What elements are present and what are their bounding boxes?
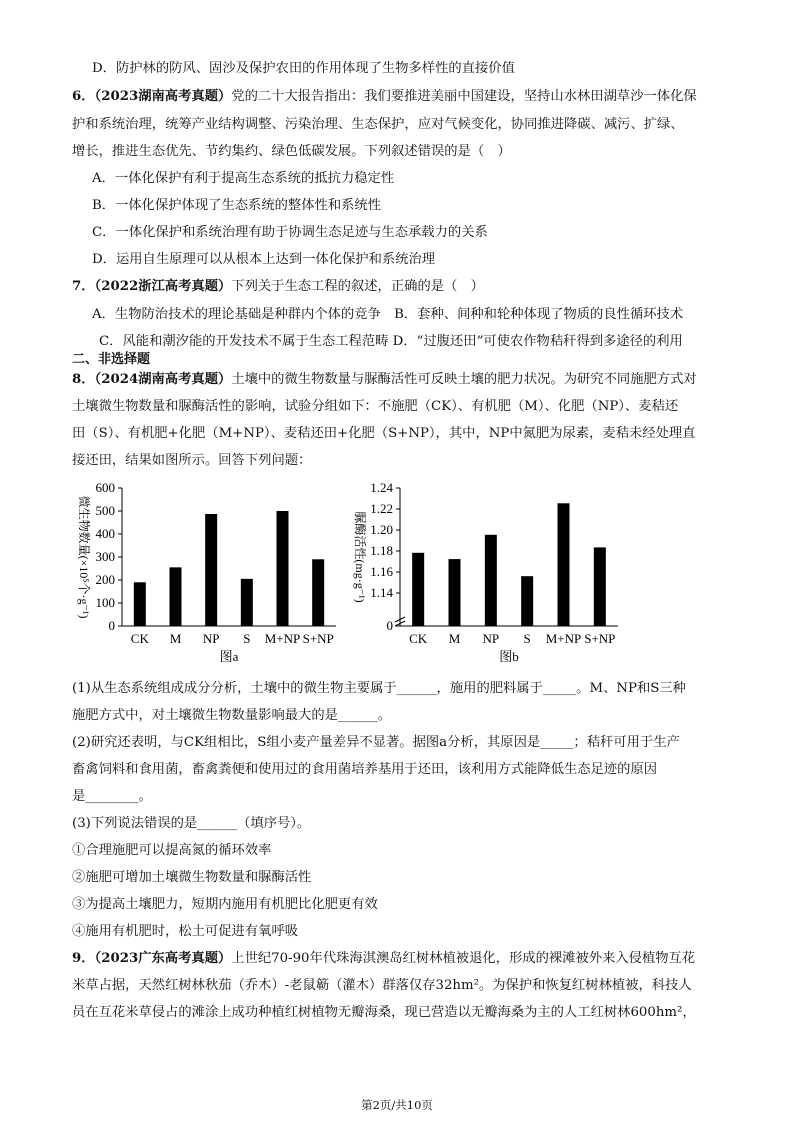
- y-tick-label: 1.16: [370, 564, 393, 579]
- question-text: 上世纪70-90年代珠海淇澳岛红树林植被退化，形成的裸滩被外来入侵植物互花: [231, 951, 696, 966]
- x-tick-label: CK: [130, 631, 149, 646]
- y-tick-label: 100: [95, 595, 115, 610]
- x-tick-label: S+NP: [302, 631, 334, 646]
- bar-s: [521, 576, 533, 626]
- statement-2: ②施肥可增加土壤微生物数量和脲酶活性: [72, 870, 312, 885]
- y-tick-label: 1.20: [370, 522, 393, 537]
- bar-s-plus-np: [312, 559, 324, 626]
- part-2-line-3: 是________。: [72, 789, 152, 804]
- x-tick-label: S: [243, 631, 251, 646]
- bar-m-plus-np: [558, 503, 570, 626]
- q6-option-b: B．一体化保护体现了生态系统的整体性和系统性: [92, 198, 382, 213]
- x-tick-label: S: [523, 631, 531, 646]
- question-number: 9．: [72, 951, 95, 966]
- question-8-line-4: 接还田，结果如图所示。回答下列问题：: [72, 453, 312, 468]
- y-tick-label: 300: [95, 549, 115, 564]
- page-footer: 第2页/共10页: [361, 1098, 433, 1112]
- question-number: 8．: [72, 372, 95, 387]
- figure-caption: 图a: [219, 649, 239, 664]
- chart-a: [70, 478, 352, 674]
- figure-caption: 图b: [499, 649, 519, 664]
- question-9-line-3: 员在互花米草侵占的滩涂上成功种植红树植物无瓣海桑，现已营造以无瓣海桑为主的人工红树林600hm²，: [72, 1005, 696, 1020]
- q6-option-d: D．运用自生原理可以从根本上达到一体化保护和系统治理: [92, 252, 436, 267]
- question-8-line-1: [72, 371, 697, 389]
- y-tick-label: 500: [95, 503, 115, 518]
- y-tick-label: 1.22: [370, 501, 393, 516]
- y-tick-label: 1.24: [370, 480, 393, 495]
- question-number: 7．: [72, 279, 95, 294]
- bar-m-plus-np: [277, 511, 289, 626]
- x-tick-label: S+NP: [584, 631, 616, 646]
- part-1-line-2: 施肥方式中，对土壤微生物数量影响最大的是______。: [72, 708, 392, 723]
- bar-np: [205, 514, 217, 626]
- question-7-line-1: [72, 278, 484, 296]
- q5-option-d: D．防护林的防风、固沙及保护农田的作用体现了生物多样性的直接价值: [92, 61, 515, 76]
- statement-4: ④施用有机肥时，松土可促进有氧呼吸: [72, 924, 299, 939]
- x-tick-label: M: [448, 631, 461, 646]
- question-6-line-3: 增长，推进生态优先、节约集约、绿色低碳发展。下列叙述错误的是（ ）: [72, 144, 511, 159]
- statement-3: ③为提高土壤肥力，短期内施用有机肥比化肥更有效: [72, 897, 378, 912]
- question-source: （2022浙江高考真题）: [94, 279, 232, 294]
- chart-b: [344, 478, 634, 674]
- question-source: （2024湖南高考真题）: [94, 372, 232, 387]
- bar-s: [241, 579, 253, 626]
- part-2-line-1: (2)研究还表明，与CK组相比，S组小麦产量差异不显著。据图a分析，其原因是_____；秸秆可用于生产: [72, 735, 680, 750]
- x-tick-label: M+NP: [264, 631, 301, 646]
- bar-ck: [134, 582, 146, 626]
- question-8-line-2: 土壤微生物数量和脲酶活性的影响，试验分组如下：不施肥（CK）、有机肥（M）、化肥（NP）、麦秸还: [72, 399, 679, 414]
- y-tick-label: 400: [95, 526, 115, 541]
- bar-m: [449, 559, 461, 626]
- part-3-line: (3)下列说法错误的是______（填序号）。: [72, 816, 311, 831]
- part-2-line-2: 畜禽饲料和食用菌，畜禽粪便和使用过的食用菌培养基用于还田，该利用方式能降低生态足迹的原因: [72, 762, 658, 777]
- question-9-line-2: 米草占据，天然红树林秋茄（乔木）-老鼠簕（灌木）群落仅存32hm²。为保护和恢复红树林植被，科技人: [72, 978, 692, 993]
- y-tick-label: 1.14: [370, 585, 393, 600]
- q6-option-c: C．一体化保护和系统治理有助于协调生态足迹与生态承载力的关系: [92, 225, 488, 240]
- bar-m: [170, 567, 182, 626]
- question-text: 下列关于生态工程的叙述，正确的是（ ）: [231, 279, 484, 294]
- y-tick-label: 0: [386, 618, 393, 633]
- q6-option-a: A．一体化保护有利于提高生态系统的抵抗力稳定性: [92, 171, 395, 186]
- question-9-line-1: [72, 950, 695, 968]
- x-tick-label: M: [169, 631, 182, 646]
- y-axis-label: 微生物数量(×10⁵个·g⁻¹): [77, 495, 91, 619]
- y-axis-label: 脲酶活性(mg·g⁻¹): [353, 511, 367, 603]
- x-tick-label: NP: [482, 631, 500, 646]
- statement-1: ①合理施肥可以提高氮的循环效率: [72, 843, 272, 858]
- y-tick-label: 1.18: [370, 543, 393, 558]
- part-1-line-1: (1)从生态系统组成成分分析，土壤中的微生物主要属于______，施用的肥料属于_____。M、NP和S三种: [72, 681, 686, 696]
- bar-np: [485, 535, 497, 626]
- question-text: 土壤中的微生物数量与脲酶活性可反映土壤的肥力状况。为研究不同施肥方式对: [231, 372, 697, 387]
- x-tick-label: M+NP: [545, 631, 582, 646]
- question-8-line-3: 田（S）、有机肥+化肥（M+NP）、麦秸还田+化肥（S+NP），其中，NP中氮肥为尿素，麦秸未经处理直: [72, 426, 696, 441]
- x-tick-label: NP: [202, 631, 220, 646]
- x-tick-label: CK: [409, 631, 428, 646]
- question-text: 党的二十大报告指出：我们要推进美丽中国建设，坚持山水林田湖草沙一体化保: [231, 89, 697, 104]
- q7-options-ab: A．生物防治技术的理论基础是种群内个体的竞争 B．套种、间种和轮种体现了物质的良性循环技术: [92, 307, 684, 322]
- question-source: （2023广东高考真题）: [94, 951, 232, 966]
- section-heading: 二、非选择题: [72, 352, 151, 367]
- y-tick-label: 200: [95, 572, 115, 587]
- question-source: （2023湖南高考真题）: [94, 89, 232, 104]
- question-6-line-2: 护和系统治理，统筹产业结构调整、污染治理、生态保护，应对气候变化，协同推进降碳、减污、扩绿、: [72, 117, 684, 132]
- q7-options-cd: C．风能和潮汐能的开发技术不属于生态工程范畴 D．“过腹还田”可使农作物秸秆得到多途径的利用: [99, 334, 683, 349]
- question-number: 6．: [72, 89, 95, 104]
- y-tick-label: 600: [95, 480, 115, 495]
- bar-ck: [412, 553, 424, 626]
- bar-s-plus-np: [594, 547, 606, 626]
- y-tick-label: 0: [108, 618, 115, 633]
- question-6-line-1: [72, 88, 697, 106]
